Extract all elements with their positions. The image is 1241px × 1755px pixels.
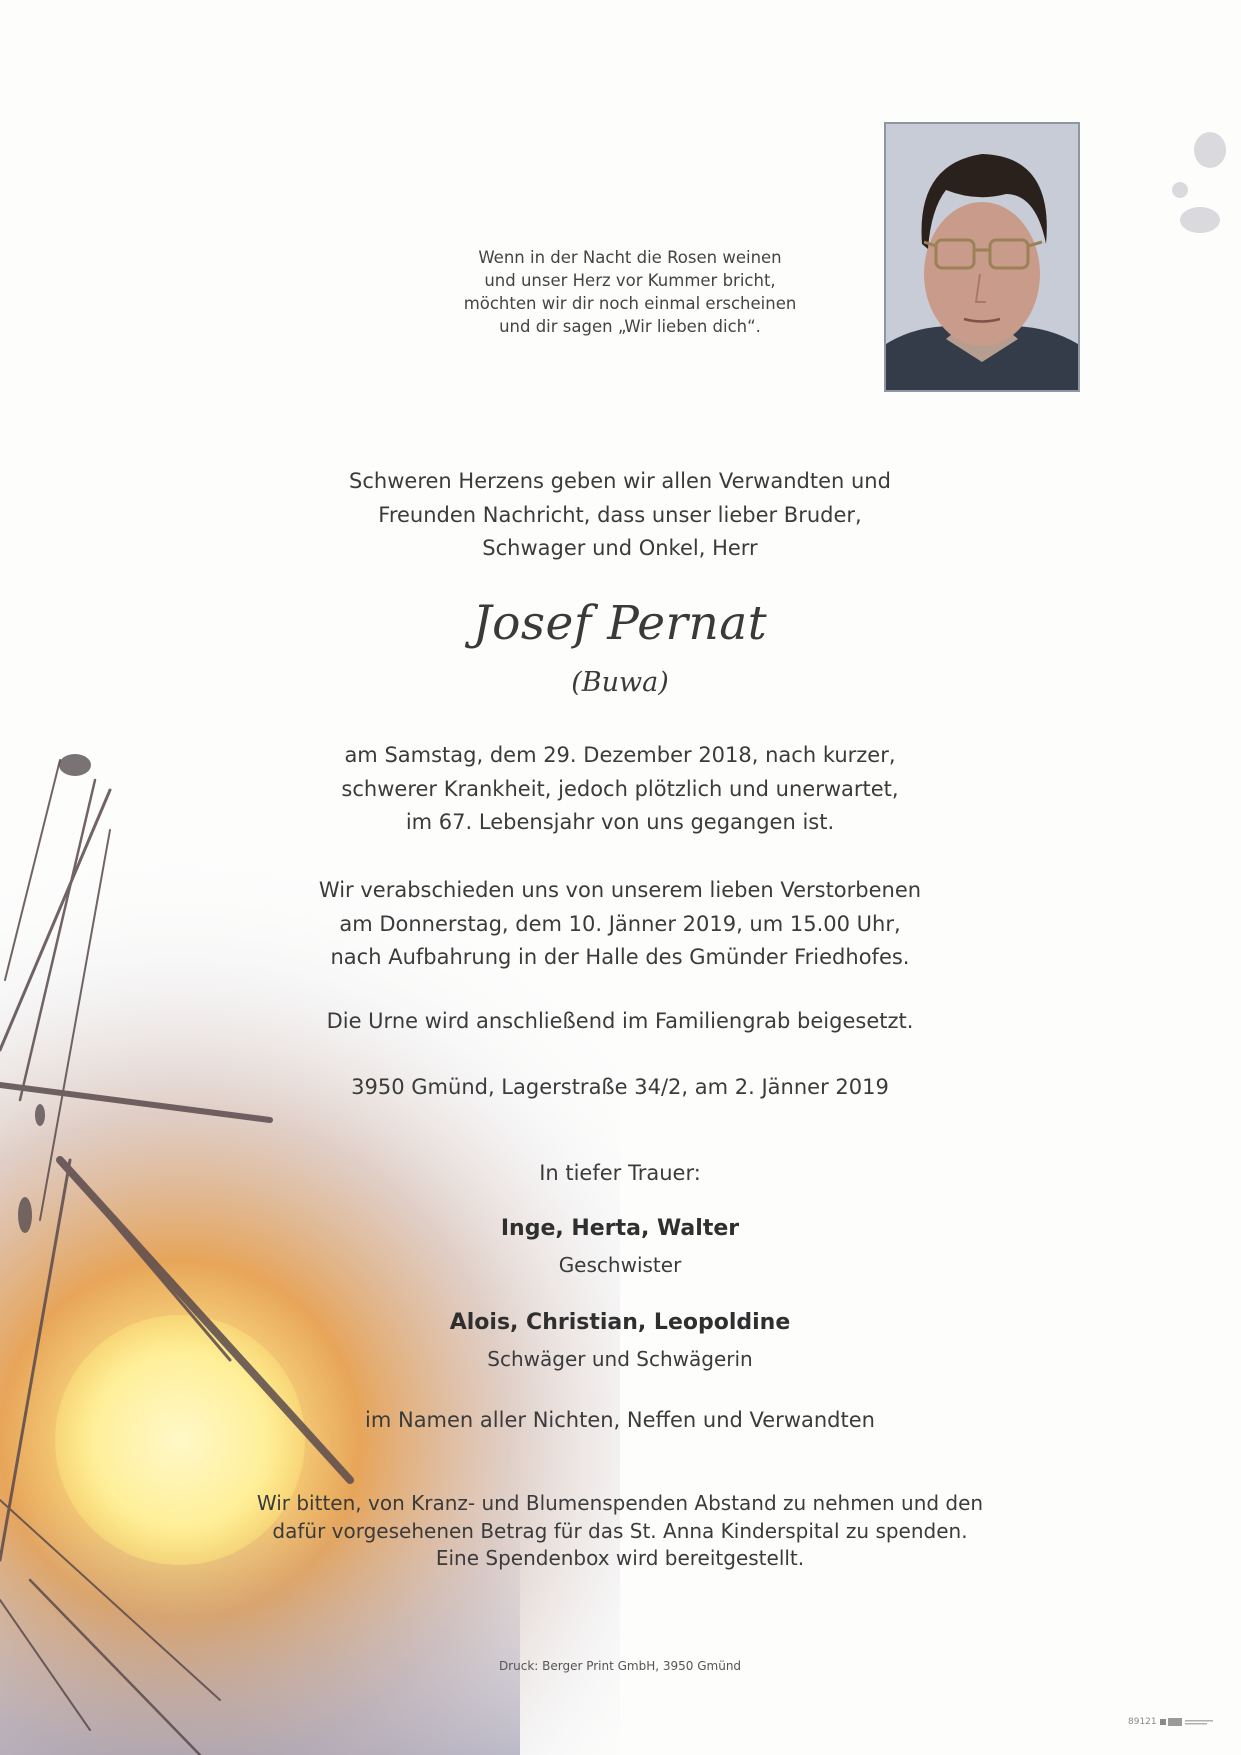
- donation-line: Eine Spendenbox wird bereitgestellt.: [435, 1546, 805, 1570]
- portrait-photo: [884, 122, 1080, 392]
- death-line: am Samstag, dem 29. Dezember 2018, nach kurzer,: [344, 743, 896, 767]
- poem-line: und dir sagen „Wir lieben dich“.: [499, 317, 761, 336]
- poem-line: Wenn in der Nacht die Rosen weinen: [478, 248, 782, 267]
- mourning-line: In tiefer Trauer:: [539, 1161, 701, 1185]
- publisher-logo-icon: [1160, 1716, 1215, 1728]
- deceased-name: Josef Pernat: [472, 596, 768, 651]
- mourner-names: Alois, Christian, Leopoldine: [449, 1310, 791, 1335]
- form-code: 89121: [1128, 1717, 1157, 1727]
- death-line: schwerer Krankheit, jedoch plötzlich und unerwartet,: [341, 776, 899, 801]
- intro-line: Schwager und Onkel, Herr: [482, 536, 758, 560]
- donation-request: [220, 1490, 1020, 1573]
- announcement-intro: [220, 465, 1020, 566]
- mourner-names: Inge, Herta, Walter: [500, 1216, 740, 1241]
- poem: [430, 246, 830, 338]
- donation-line: dafür vorgesehenen Betrag für das St. Anna Kinderspital zu spenden.: [272, 1518, 968, 1543]
- closing-text: im Namen aller Nichten, Neffen und Verwandten: [365, 1408, 875, 1432]
- poem-line: und unser Herz vor Kummer bricht,: [484, 271, 776, 290]
- death-line: im 67. Lebensjahr von uns gegangen ist.: [405, 810, 835, 834]
- farewell-details: [220, 874, 1020, 975]
- closing-line: [220, 1404, 1020, 1438]
- farewell-line: Wir verabschieden uns von unserem lieben Verstorbenen: [318, 878, 922, 902]
- intro-line: Schweren Herzens geben wir allen Verwandten und: [349, 469, 891, 493]
- intro-line: Freunden Nachricht, dass unser lieber Bruder,: [378, 502, 862, 527]
- printer-credit: Druck: Berger Print GmbH, 3950 Gmünd: [498, 1659, 742, 1673]
- death-notice: [220, 739, 1020, 840]
- mourner-relation: Geschwister: [558, 1253, 682, 1277]
- deceased-nickname: (Buwa): [571, 667, 669, 698]
- mourner-relation: Schwäger und Schwägerin: [487, 1347, 753, 1371]
- farewell-line: am Donnerstag, dem 10. Jänner 2019, um 15.00 Uhr,: [339, 911, 901, 936]
- mourning-heading: [220, 1157, 1020, 1191]
- urn-notice: [220, 1005, 1020, 1039]
- farewell-line: nach Aufbahrung in der Halle des Gmünder Friedhofes.: [330, 945, 910, 969]
- portrait-illustration: [886, 124, 1078, 390]
- poem-line: möchten wir dir noch einmal erscheinen: [463, 294, 797, 313]
- place-and-date: [220, 1071, 1020, 1105]
- place-date-line: 3950 Gmünd, Lagerstraße 34/2, am 2. Jänner 2019: [351, 1075, 889, 1099]
- donation-line: Wir bitten, von Kranz- und Blumenspenden Abstand zu nehmen und den: [256, 1491, 984, 1515]
- urn-line: Die Urne wird anschließend im Familiengrab beigesetzt.: [326, 1009, 914, 1033]
